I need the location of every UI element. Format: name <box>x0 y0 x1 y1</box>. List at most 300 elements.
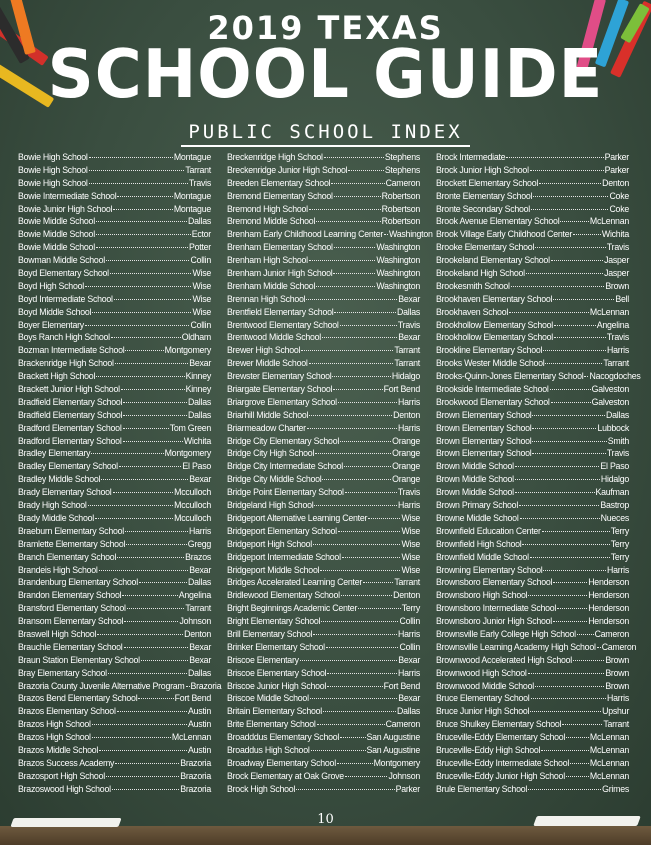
school-name: Bowie Middle School <box>18 242 95 253</box>
dot-leader <box>506 157 603 158</box>
dot-leader <box>573 234 601 235</box>
dot-leader <box>106 776 179 777</box>
school-name: Breckenridge Junior High School <box>227 164 348 175</box>
county-name: Oldham <box>181 332 211 343</box>
school-index-entry <box>18 551 211 564</box>
dot-leader <box>531 698 607 699</box>
county-name: Jasper <box>604 255 629 266</box>
county-name: Terry <box>401 603 420 614</box>
county-name: Bexar <box>189 564 211 575</box>
dot-leader <box>562 724 602 725</box>
school-name: Bransom Elementary School <box>18 616 124 627</box>
dot-leader <box>332 376 390 377</box>
county-name: Fort Bend <box>174 693 211 704</box>
school-index-entry <box>18 228 211 241</box>
dot-leader <box>321 621 398 622</box>
school-name: Brazoswood High School <box>18 783 111 794</box>
dot-leader <box>96 221 187 222</box>
school-name: Bradford Elementary School <box>18 435 122 446</box>
county-name: Denton <box>184 628 211 639</box>
school-index-entry <box>436 564 629 577</box>
county-name: Dallas <box>188 577 211 588</box>
county-name: Wise <box>401 564 420 575</box>
county-name: Galveston <box>591 384 629 395</box>
school-name: Boyer Elementary <box>18 319 84 330</box>
county-name: Harris <box>398 396 420 407</box>
school-index-entry <box>436 654 629 667</box>
county-name: Brazoria <box>180 783 211 794</box>
school-name: Brewer Middle School <box>227 358 308 369</box>
school-index-entry <box>436 383 629 396</box>
dot-leader <box>138 698 173 699</box>
county-name: Travis <box>606 448 629 459</box>
school-name: Bruceville-Eddy Intermediate School <box>436 757 570 768</box>
school-name: Bradley Middle School <box>18 474 101 485</box>
county-name: Terry <box>610 525 629 536</box>
county-name: Mcculloch <box>174 500 211 511</box>
dot-leader <box>337 763 373 764</box>
dot-leader <box>333 389 382 390</box>
school-name: Brownsboro Elementary School <box>436 577 553 588</box>
county-name: Terry <box>610 538 629 549</box>
dot-leader <box>324 157 384 158</box>
dot-leader <box>309 415 392 416</box>
county-name: Denton <box>602 177 629 188</box>
county-name: McLennan <box>589 757 629 768</box>
county-name: Dallas <box>188 396 211 407</box>
dot-leader <box>557 608 587 609</box>
county-name: Harris <box>398 667 420 678</box>
school-name: Bowie High School <box>18 177 88 188</box>
school-index-entry <box>227 293 420 306</box>
school-name: Bridgeport Elementary School <box>227 525 337 536</box>
school-index-entry <box>436 151 629 164</box>
county-name: McLennan <box>171 732 211 743</box>
school-name: Bray Elementary School <box>18 667 107 678</box>
school-index-entry <box>436 576 629 589</box>
school-name: Briscoe Elementary <box>227 654 299 665</box>
county-name: Bexar <box>398 293 420 304</box>
school-index-entry <box>227 615 420 628</box>
dot-leader <box>345 776 388 777</box>
school-index-entry <box>436 370 641 383</box>
school-name: Brookeland Elementary School <box>436 255 550 266</box>
school-index-entry <box>18 512 211 525</box>
school-name: Brill Elementary School <box>227 628 313 639</box>
school-index-entry <box>227 783 420 796</box>
school-name: Brookwood Elementary School <box>436 396 550 407</box>
school-name: Briarhill Middle School <box>227 409 309 420</box>
dot-leader <box>123 402 187 403</box>
dot-leader <box>123 441 183 442</box>
school-index-entry <box>436 641 637 654</box>
school-index-entry <box>436 447 629 460</box>
school-index-entry <box>227 499 420 512</box>
dot-leader <box>108 673 187 674</box>
dot-leader <box>111 337 181 338</box>
dot-leader <box>541 750 589 751</box>
dot-leader <box>597 647 601 648</box>
school-name: Bruceville-Eddy Junior High School <box>436 770 565 781</box>
school-name: Brackett Junior High School <box>18 384 120 395</box>
dot-leader <box>115 763 179 764</box>
school-index-entry <box>227 602 420 615</box>
school-name: Brady Middle School <box>18 512 94 523</box>
county-name: Montgomery <box>164 345 211 356</box>
school-index-entry <box>436 525 629 538</box>
county-name: Tarrant <box>394 345 420 356</box>
county-name: Washington <box>389 229 433 240</box>
county-name: Dallas <box>397 706 420 717</box>
dot-leader <box>125 350 163 351</box>
school-name: Boys Ranch High School <box>18 332 110 343</box>
school-name: Bridge Point Elementary School <box>227 487 344 498</box>
school-name: Brauchle Elementary School <box>18 641 123 652</box>
school-name: Branch Elementary School <box>18 551 117 562</box>
school-index-entry <box>436 396 629 409</box>
dot-leader <box>117 711 187 712</box>
county-name: Nueces <box>600 512 629 523</box>
school-index-entry <box>227 190 420 203</box>
county-name: Orange <box>392 461 420 472</box>
county-name: Travis <box>188 177 211 188</box>
county-name: McLennan <box>589 306 629 317</box>
school-name: Bronte Secondary School <box>436 203 531 214</box>
school-name: Briarmeadow Charter <box>227 422 306 433</box>
school-index-entry <box>18 460 211 473</box>
dot-leader <box>91 453 163 454</box>
school-name: Brownsboro Intermediate School <box>436 603 557 614</box>
school-index-entry <box>436 319 629 332</box>
school-index-entry <box>18 744 211 757</box>
school-index-entry <box>436 628 629 641</box>
school-index-entry <box>227 589 420 602</box>
school-name: Braeburn Elementary School <box>18 525 124 536</box>
county-name: Stephens <box>384 152 420 162</box>
county-name: Orange <box>392 435 420 446</box>
dot-leader <box>141 660 188 661</box>
county-name: Jasper <box>604 268 629 279</box>
dot-leader <box>551 260 603 261</box>
county-name: Wise <box>192 293 211 304</box>
dot-leader <box>551 402 591 403</box>
school-index-entry <box>436 602 629 615</box>
county-name: Bexar <box>398 332 420 343</box>
school-name: Brandeis High School <box>18 564 98 575</box>
dot-leader <box>344 466 391 467</box>
county-name: Tarrant <box>394 358 420 369</box>
dot-leader <box>554 337 606 338</box>
dot-leader <box>340 441 391 442</box>
dot-leader <box>89 170 185 171</box>
school-index-entry <box>227 267 420 280</box>
school-name: Brentwood Middle School <box>227 332 322 343</box>
county-name: McLennan <box>589 216 629 227</box>
school-index-entry <box>436 705 629 718</box>
school-index-entry <box>227 435 420 448</box>
county-name: Kaufman <box>595 487 629 498</box>
school-index-entry <box>436 331 629 344</box>
school-name: Brownwood Middle School <box>436 680 534 691</box>
dot-leader <box>333 273 375 274</box>
school-index-entry <box>18 615 211 628</box>
school-index-entry <box>436 770 629 783</box>
school-name: Brook Village Early Childhood Center <box>436 229 573 240</box>
school-name: Bruceville-Eddy Elementary School <box>436 732 566 743</box>
county-name: Washington <box>376 242 420 253</box>
school-name: Brazos High School <box>18 732 91 743</box>
school-name: Brookeland High School <box>436 268 525 279</box>
dot-leader <box>334 312 396 313</box>
county-name: Tarrant <box>185 603 211 614</box>
dot-leader <box>310 698 397 699</box>
county-name: Travis <box>397 487 420 498</box>
dot-leader <box>114 299 192 300</box>
county-name: Harris <box>398 628 420 639</box>
school-name: Bridges Accelerated Learning Center <box>227 577 363 588</box>
school-name: Bradford Elementary School <box>18 422 122 433</box>
school-name: Brown Elementary School <box>436 435 532 446</box>
school-index-entry <box>18 718 211 731</box>
school-index-entry <box>227 460 420 473</box>
dot-leader <box>97 634 183 635</box>
county-name: Brazos <box>185 551 211 562</box>
dot-leader <box>543 570 606 571</box>
dot-leader <box>320 570 400 571</box>
dot-leader <box>99 570 189 571</box>
school-index-entry <box>227 731 420 744</box>
county-name: Tarrant <box>394 577 420 588</box>
county-name: El Paso <box>600 461 629 472</box>
school-index-entry <box>18 280 211 293</box>
school-name: Briscoe Junior High School <box>227 680 327 691</box>
index-column-1 <box>18 151 222 796</box>
dot-leader <box>92 724 187 725</box>
school-name: Brinker Elementary School <box>227 641 325 652</box>
school-name: Brentwood Elementary School <box>227 319 339 330</box>
county-name: Brown <box>605 667 629 678</box>
dot-leader <box>511 286 605 287</box>
county-name: Wise <box>401 512 420 523</box>
school-name: Brady High School <box>18 500 87 511</box>
dot-leader <box>309 260 376 261</box>
county-name: Dallas <box>397 306 420 317</box>
school-name: Briscoe Middle School <box>227 693 309 704</box>
school-name: Brookhaven School <box>436 306 509 317</box>
school-index-entry <box>18 589 211 602</box>
school-index-entry <box>436 615 629 628</box>
school-name: Boyd High School <box>18 280 84 291</box>
school-name: Bridge City Middle School <box>227 474 322 485</box>
dot-leader <box>530 170 604 171</box>
county-name: Lubbock <box>597 422 629 433</box>
dot-leader <box>539 183 601 184</box>
county-name: Parker <box>604 152 629 162</box>
school-name: Bradfield Elementary School <box>18 409 123 420</box>
dot-leader <box>110 273 192 274</box>
school-name: Bridge City Elementary School <box>227 435 340 446</box>
county-name: Travis <box>606 332 629 343</box>
county-name: Collin <box>190 255 211 266</box>
school-name: Brenham Early Childhood Learning Center <box>227 229 384 240</box>
school-name: Bridgeport Intermediate School <box>227 551 341 562</box>
school-index-entry <box>18 525 211 538</box>
school-index-entry <box>227 319 420 332</box>
school-index-entry <box>18 254 211 267</box>
county-name: Montague <box>173 190 211 201</box>
county-name: Travis <box>606 242 629 253</box>
school-name: Bowie Middle School <box>18 229 95 240</box>
school-name: Brazoria County Juvenile Alternative Program <box>18 680 185 691</box>
dot-leader <box>553 299 614 300</box>
school-index-entry <box>18 215 211 228</box>
school-index-entry <box>227 667 420 680</box>
dot-leader <box>101 479 188 480</box>
dot-leader <box>560 221 589 222</box>
school-name: Brownsville Learning Academy High School <box>436 641 596 652</box>
school-index-entry <box>227 744 420 757</box>
dot-leader <box>115 363 189 364</box>
school-name: Brenham Junior High School <box>227 268 333 279</box>
school-index-entry <box>18 628 211 641</box>
page-title: SCHOOL GUIDE <box>47 36 604 114</box>
school-index-entry <box>436 731 629 744</box>
county-name: Stephens <box>384 164 420 175</box>
school-index-entry <box>436 164 629 177</box>
county-name: Washington <box>376 268 420 279</box>
school-name: Brenham High School <box>227 255 308 266</box>
county-name: Wichita <box>183 435 211 446</box>
school-index-entry <box>436 718 629 731</box>
school-index-entry <box>436 512 629 525</box>
school-index-entry <box>18 602 211 615</box>
dot-leader <box>323 711 396 712</box>
school-index-entry <box>227 486 420 499</box>
dot-leader <box>326 647 399 648</box>
school-name: Brownfield High School <box>436 538 522 549</box>
school-index-entry <box>18 241 211 254</box>
county-name: Dallas <box>188 216 211 227</box>
school-name: Brown Elementary School <box>436 448 532 459</box>
school-index-entry <box>18 293 211 306</box>
school-name: Brock High School <box>227 783 296 794</box>
school-name: Bridge City Intermediate School <box>227 461 343 472</box>
school-name: Brock Junior High School <box>436 164 529 175</box>
school-index-entry <box>436 783 629 796</box>
school-index-entry <box>227 718 420 731</box>
school-name: Brownwood High School <box>436 667 527 678</box>
school-name: Brazos Elementary School <box>18 706 116 717</box>
county-name: Johnson <box>388 770 420 781</box>
county-name: Austin <box>188 719 211 730</box>
county-name: Robertson <box>381 216 420 227</box>
school-name: Brook Avenue Elementary School <box>436 216 560 227</box>
school-index-entry <box>436 680 629 693</box>
county-name: Galveston <box>591 396 629 407</box>
school-name: Brookhollow Elementary School <box>436 332 553 343</box>
county-name: McLennan <box>589 744 629 755</box>
county-name: Dallas <box>188 409 211 420</box>
school-name: Boyd Intermediate School <box>18 293 113 304</box>
school-name: Brown Middle School <box>436 474 514 485</box>
dot-leader <box>186 686 190 687</box>
dot-leader <box>528 673 605 674</box>
school-index-entry <box>227 654 420 667</box>
school-index-entry <box>18 164 211 177</box>
county-name: Washington <box>376 255 420 266</box>
school-index-entry <box>18 267 211 280</box>
school-name: Bruce Shulkey Elementary School <box>436 719 562 730</box>
county-name: El Paso <box>182 461 211 472</box>
school-index-entry <box>436 473 629 486</box>
county-name: Collin <box>399 616 420 627</box>
county-name: Mcculloch <box>174 487 211 498</box>
dot-leader <box>532 415 605 416</box>
county-name: Cameron <box>385 719 420 730</box>
county-name: Tarrant <box>185 164 211 175</box>
county-name: Cameron <box>385 177 420 188</box>
school-index-entry <box>227 628 420 641</box>
school-name: Brenham Elementary School <box>227 242 333 253</box>
school-name: Bridlewood Elementary School <box>227 590 340 601</box>
dot-leader <box>554 325 596 326</box>
dot-leader <box>296 789 394 790</box>
county-name: Hidalgo <box>600 474 629 485</box>
school-index-entry <box>436 589 629 602</box>
dot-leader <box>340 325 397 326</box>
county-name: Collin <box>399 641 420 652</box>
dot-leader <box>522 544 609 545</box>
school-index-entry <box>18 190 211 203</box>
school-name: Brockett Elementary School <box>436 177 539 188</box>
school-name: Brennan High School <box>227 293 306 304</box>
school-name: Boyd Middle School <box>18 306 92 317</box>
dot-leader <box>533 196 608 197</box>
school-name: Browne Middle School <box>436 512 519 523</box>
county-name: Tom Green <box>169 422 211 433</box>
school-index-entry <box>227 215 420 228</box>
dot-leader <box>535 247 606 248</box>
county-name: Smith <box>607 435 629 446</box>
county-name: Harris <box>607 693 629 704</box>
school-name: Bradfield Elementary School <box>18 396 123 407</box>
school-name: Brownsville Early College High School <box>436 628 576 639</box>
county-name: Brazoria <box>180 770 211 781</box>
school-index-entry <box>227 512 420 525</box>
school-index-entry <box>436 190 629 203</box>
school-name: Brownsboro Junior High School <box>436 616 552 627</box>
dot-leader <box>99 750 187 751</box>
school-index-entry <box>18 576 211 589</box>
dot-leader <box>368 518 400 519</box>
school-name: Brookesmith School <box>436 280 510 291</box>
county-name: Wise <box>401 551 420 562</box>
county-name: Tarrant <box>603 719 629 730</box>
school-index-entry <box>227 241 420 254</box>
school-index-entry <box>227 564 420 577</box>
school-name: Brazosport High School <box>18 770 105 781</box>
dot-leader <box>341 595 392 596</box>
school-index-entry <box>227 705 420 718</box>
school-name: Brenham Middle School <box>227 280 316 291</box>
county-name: Bexar <box>398 654 420 665</box>
school-index-entry <box>227 203 420 216</box>
dot-leader <box>317 724 385 725</box>
dot-leader <box>384 234 388 235</box>
dot-leader <box>89 183 188 184</box>
county-name: Brown <box>605 280 629 291</box>
school-name: Brown Elementary School <box>436 422 532 433</box>
